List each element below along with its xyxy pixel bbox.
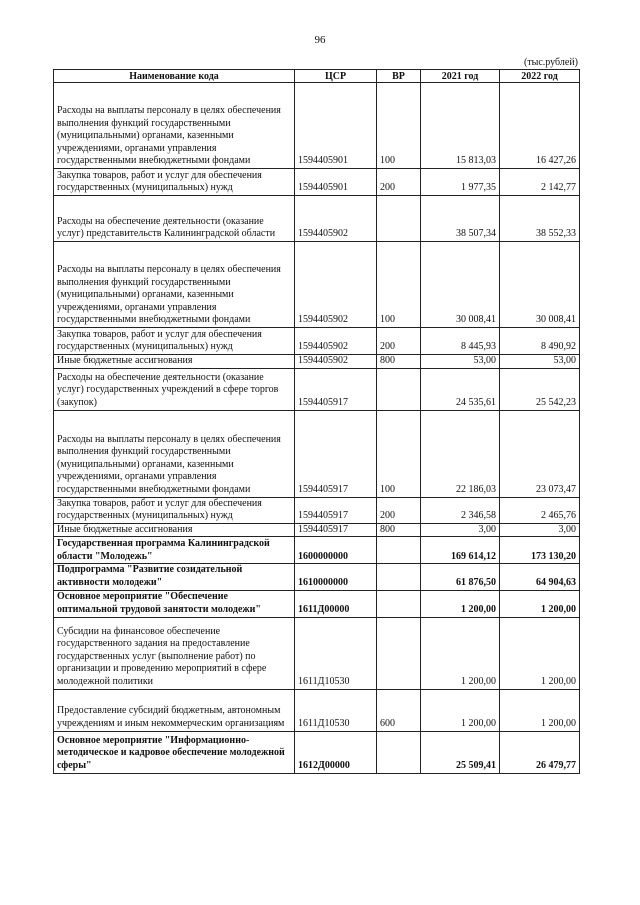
row-csr-cell: 1611Д10530 [295, 689, 377, 731]
row-name-cell: Закупка товаров, работ и услуг для обеспечения государственных (муниципальных) нужд [54, 169, 295, 196]
row-csr-cell: 1612Д00000 [295, 731, 377, 773]
row-2022-cell: 23 073,47 [500, 410, 580, 497]
row-2022-cell: 25 542,23 [500, 368, 580, 410]
row-csr-cell: 1594405901 [295, 83, 377, 169]
row-vr-cell [377, 196, 421, 242]
row-2022-cell: 16 427,26 [500, 83, 580, 169]
row-csr-cell: 1594405902 [295, 328, 377, 355]
row-name-cell: Расходы на обеспечение деятельности (оказание услуг) государственных учреждений в сфере торгов (закупок) [54, 368, 295, 410]
row-2021-cell: 8 445,93 [421, 328, 500, 355]
row-vr-cell [377, 617, 421, 689]
row-csr-cell: 1594405902 [295, 355, 377, 369]
row-name-cell: Государственная программа Калининградской области "Молодежь" [54, 537, 295, 564]
row-2021-cell: 1 200,00 [421, 689, 500, 731]
row-2021-cell: 53,00 [421, 355, 500, 369]
table-row [54, 410, 580, 497]
row-csr-cell: 1594405901 [295, 169, 377, 196]
row-2022-cell: 173 130,20 [500, 537, 580, 564]
table-row [54, 564, 580, 590]
row-2021-cell: 30 008,41 [421, 242, 500, 328]
row-vr-cell [377, 537, 421, 564]
row-csr-cell: 1611Д10530 [295, 617, 377, 689]
row-vr-cell: 800 [377, 523, 421, 537]
row-csr-cell: 1611Д00000 [295, 590, 377, 617]
table-header-row [54, 70, 580, 83]
row-vr-cell: 800 [377, 355, 421, 369]
row-name-cell: Расходы на выплаты персоналу в целях обеспечения выполнения функций государственными (муниципальными) органами, казенными учреждениями, органами управления государственными внебюджетными фондами [54, 83, 295, 169]
table-row [54, 169, 580, 196]
table-row [54, 368, 580, 410]
row-vr-cell [377, 590, 421, 617]
row-2022-cell: 1 200,00 [500, 617, 580, 689]
row-2022-cell: 8 490,92 [500, 328, 580, 355]
row-2022-cell: 1 200,00 [500, 689, 580, 731]
row-2021-cell: 22 186,03 [421, 410, 500, 497]
row-vr-cell [377, 731, 421, 773]
row-vr-cell: 100 [377, 242, 421, 328]
page-number: 96 [314, 34, 326, 46]
table-row [54, 731, 580, 773]
row-2021-cell: 1 200,00 [421, 617, 500, 689]
row-2022-cell: 3,00 [500, 523, 580, 537]
table-row [54, 83, 580, 169]
row-name-cell: Расходы на выплаты персоналу в целях обеспечения выполнения функций государственными (муниципальными) органами, казенными учреждениями, органами управления государственными внебюджетными фондами [54, 410, 295, 497]
row-csr-cell: 1594405902 [295, 196, 377, 242]
row-vr-cell [377, 564, 421, 590]
row-name-cell: Закупка товаров, работ и услуг для обеспечения государственных (муниципальных) нужд [54, 497, 295, 523]
row-2022-cell: 1 200,00 [500, 590, 580, 617]
row-csr-cell: 1594405917 [295, 410, 377, 497]
table-row [54, 328, 580, 355]
units-label: (тыс.рублей) [523, 57, 578, 68]
row-name-cell: Подпрограмма "Развитие созидательной активности молодежи" [54, 564, 295, 590]
table-row [54, 537, 580, 564]
row-vr-cell: 200 [377, 328, 421, 355]
row-vr-cell: 100 [377, 410, 421, 497]
header-vr: ВР [377, 70, 421, 83]
row-2021-cell: 15 813,03 [421, 83, 500, 169]
row-2022-cell: 2 465,76 [500, 497, 580, 523]
row-2021-cell: 2 346,58 [421, 497, 500, 523]
row-csr-cell: 1594405917 [295, 368, 377, 410]
row-vr-cell: 200 [377, 497, 421, 523]
table-row [54, 242, 580, 328]
table-row [54, 689, 580, 731]
row-vr-cell: 200 [377, 169, 421, 196]
row-vr-cell [377, 368, 421, 410]
row-2021-cell: 24 535,61 [421, 368, 500, 410]
header-csr: ЦСР [295, 70, 377, 83]
budget-table [53, 69, 580, 774]
header-name: Наименование кода [54, 70, 295, 83]
row-2022-cell: 26 479,77 [500, 731, 580, 773]
row-name-cell: Субсидии на финансовое обеспечение государственного задания на предоставление государственных услуг (выполнение работ) по организации и проведению мероприятий в сфере молодежной политики [54, 617, 295, 689]
row-vr-cell: 600 [377, 689, 421, 731]
row-name-cell: Основное мероприятие "Информационно-методическое и кадровое обеспечение молодежной сферы" [54, 731, 295, 773]
row-2021-cell: 3,00 [421, 523, 500, 537]
row-2021-cell: 169 614,12 [421, 537, 500, 564]
row-csr-cell: 1594405917 [295, 497, 377, 523]
table-row [54, 617, 580, 689]
row-csr-cell: 1610000000 [295, 564, 377, 590]
row-2022-cell: 2 142,77 [500, 169, 580, 196]
table-row [54, 523, 580, 537]
row-name-cell: Иные бюджетные ассигнования [54, 355, 295, 369]
table-row [54, 497, 580, 523]
row-2021-cell: 1 977,35 [421, 169, 500, 196]
table-body [54, 83, 580, 774]
row-name-cell: Закупка товаров, работ и услуг для обеспечения государственных (муниципальных) нужд [54, 328, 295, 355]
table-row [54, 590, 580, 617]
row-2021-cell: 25 509,41 [421, 731, 500, 773]
row-name-cell: Основное мероприятие "Обеспечение оптимальной трудовой занятости молодежи" [54, 590, 295, 617]
row-name-cell: Предоставление субсидий бюджетным, автономным учреждениям и иным некоммерческим организациям [54, 689, 295, 731]
row-2022-cell: 53,00 [500, 355, 580, 369]
row-2022-cell: 30 008,41 [500, 242, 580, 328]
row-name-cell: Расходы на выплаты персоналу в целях обеспечения выполнения функций государственными (муниципальными) органами, казенными учреждениями, органами управления государственными внебюджетными фондами [54, 242, 295, 328]
header-2021: 2021 год [421, 70, 500, 83]
table-row [54, 196, 580, 242]
row-csr-cell: 1600000000 [295, 537, 377, 564]
row-2021-cell: 61 876,50 [421, 564, 500, 590]
row-2021-cell: 1 200,00 [421, 590, 500, 617]
row-csr-cell: 1594405902 [295, 242, 377, 328]
row-2022-cell: 64 904,63 [500, 564, 580, 590]
row-vr-cell: 100 [377, 83, 421, 169]
header-2022: 2022 год [500, 70, 580, 83]
row-csr-cell: 1594405917 [295, 523, 377, 537]
table-row [54, 355, 580, 369]
row-2021-cell: 38 507,34 [421, 196, 500, 242]
row-2022-cell: 38 552,33 [500, 196, 580, 242]
row-name-cell: Иные бюджетные ассигнования [54, 523, 295, 537]
row-name-cell: Расходы на обеспечение деятельности (оказание услуг) представительств Калининградской области [54, 196, 295, 242]
